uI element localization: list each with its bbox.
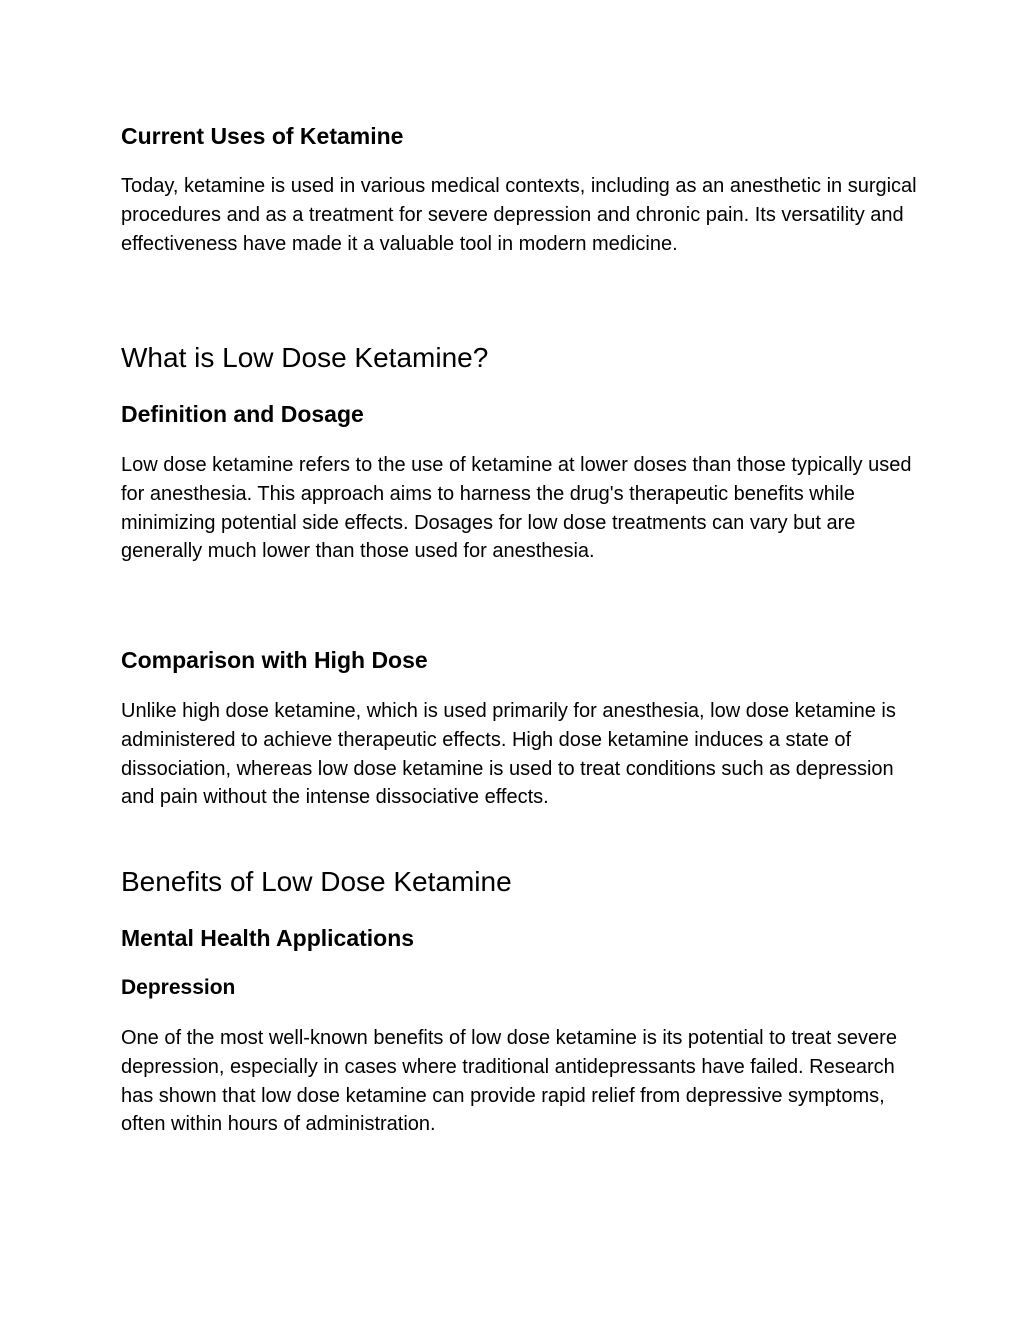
heading-definition-dosage: Definition and Dosage <box>121 401 364 427</box>
heading-mental-health: Mental Health Applications <box>121 925 415 951</box>
paragraph-comparison-high-dose: Unlike high dose ketamine, which is used primarily for anesthesia, low dose ketamine is administered to achieve therapeutic effects. High dose ketamine induces a state of dissociation, whereas low dose ketamine is used to treat conditions such as depression and pain without the intense dissociative effects. <box>121 700 896 809</box>
paragraph-current-uses: Today, ketamine is used in various medical contexts, including as an anesthetic in surgical procedures and as a treatment for severe depression and chronic pain. Its versatility and effectiveness have made it a valuable tool in modern medicine. <box>121 175 917 255</box>
paragraph-definition-dosage: Low dose ketamine refers to the use of ketamine at lower doses than those typically used for anesthesia. This approach aims to harness the drug's therapeutic benefits while minimizing potential side effects. Dosages for low dose treatments can vary but are generally much lower than those used for anesthesia. <box>121 454 912 563</box>
heading-benefits: Benefits of Low Dose Ketamine <box>121 866 512 897</box>
heading-comparison-high-dose: Comparison with High Dose <box>121 647 428 673</box>
heading-current-uses: Current Uses of Ketamine <box>121 123 404 149</box>
heading-what-is-low-dose: What is Low Dose Ketamine? <box>121 342 489 373</box>
heading-depression: Depression <box>121 976 236 999</box>
paragraph-depression: One of the most well-known benefits of low dose ketamine is its potential to treat severe depression, especially in cases where traditional antidepressants have failed. Research has shown that low dose ketamine can provide rapid relief from depressive symptoms, often within hours of administration. <box>121 1027 897 1136</box>
